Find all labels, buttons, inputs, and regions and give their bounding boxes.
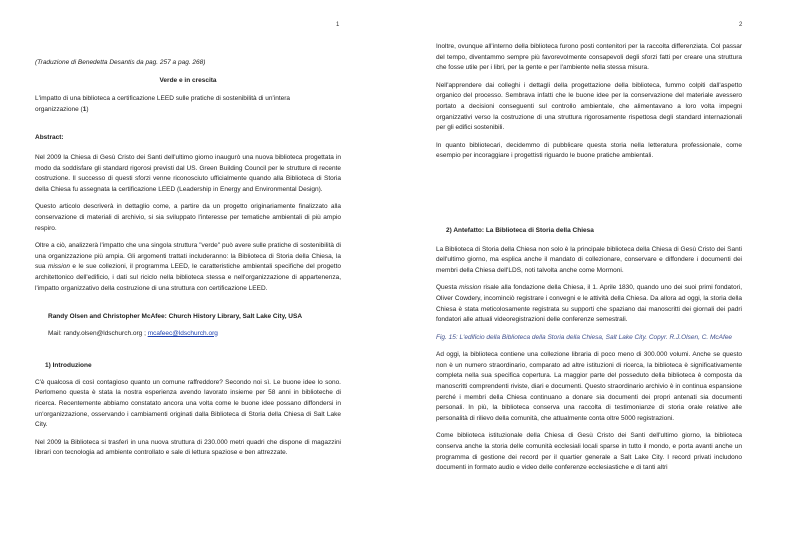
mail-label: Mail: randy.olsen@ldschurch.org ; (48, 329, 148, 337)
section-heading: 2) Antefatto: La Biblioteca di Storia della Chiesa (446, 226, 594, 234)
body-paragraph: Ad oggi, la biblioteca contiene una collezione libraria di poco meno di 300.000 volumi. Anche se questo non è un numero straordinario, comparato ad altre istituzioni di ricerca, la biblioteca è significativamente completa nella sua specifica copertura. La maggior parte del posseduto della biblioteca è composta da manoscritti comprendenti riviste, diari e documenti. Questo straordinario archivio è in continua espansione perché i membri della Chiesa continuano a donare sia documenti dei propri antenati sia documenti personali. In più, la biblioteca conserva una raccolta di testimonianze di storia orale relative alle personalità di rilievo della comunità, che attualmente conta oltre 5000 registrazioni. (436, 351, 742, 422)
page-2 (400, 0, 800, 534)
figure-caption: Fig. 15: L'edificio della Biblioteca della Storia della Chiesa, Salt Lake City. Copyr. R.J.Olsen, C. McAfee (436, 333, 733, 341)
article-title: Verde e in crescita (159, 76, 217, 84)
mission-term: mission (47, 263, 70, 271)
body-paragraph: Inoltre, ovunque all'interno della biblioteca furono posti contenitori per la raccolta differenziata. Col passar del tempo, diventammo sempre più favorevolmente consapevoli degli sforzi fatti per creare una struttura che fosse utile per i libri, per la gente e per l'ambiente nella stessa misura. (436, 43, 742, 72)
body-paragraph: Come biblioteca istituzionale della Chiesa di Gesù Cristo dei Santi dell'ultimo giorno, la biblioteca conserva anche la storia delle comunità ecclesiali locali sparse in tutto il mondo, e porta avanti anche un programma di gestione dei record per il quartier generale a Salt Lake City. I record privati includono documenti in formato audio e video delle conferenze ecclesiastiche e di tanti altri (436, 432, 742, 472)
abstract-heading: Abstract: (35, 134, 64, 142)
abstract-paragraph: Questo articolo descriverà in dettaglio come, a partire da un progetto originariamente finalizzato alla conservazione di materiali di archivio, si sia sviluppato l'interesse per tematiche ambientali di più ampio respiro. (35, 203, 341, 232)
body-paragraph: Questa mission risale alla fondazione della Chiesa, il 1. Aprile 1830, quando uno dei suoi primi fondatori, Oliver Cowdery, incominciò registrare i convegni e le attività della Chiesa. Da allora ad oggi, la storia della Chiesa è stata meticolosamente registrata su supporti che spaziano dai manoscritti dei giornali dei padri fondatori alle attuali videoregistrazioni delle conferenze semestrali. (436, 284, 743, 324)
footnote-ref[interactable]: 1 (82, 105, 87, 113)
body-paragraph: Nell'apprendere dai colleghi i dettagli della progettazione della biblioteca, fummo colpiti dall'aspetto organico del processo. Sembrava infatti che le buone idee per la conservazione del materiale avessero portato a decisioni conseguenti sul controllo ambientale, che alimentavano a loro volta impegni organizzativi verso la costruzione di una struttura rigorosamente rispettosa degli standard internazionali per gli edifici sostenibili. (436, 81, 742, 132)
abstract-paragraph: Nel 2009 la Chiesa di Gesù Cristo dei Santi dell'ultimo giorno inaugurò una nuova biblioteca progettata in modo da soddisfare gli standard rigorosi previsti dal US. Green Building Council per le strutture di recente costruzione. Il successo di questi sforzi venne riconosciuto ufficialmente quando alla Biblioteca di Storia della Chiesa fu assegnata la certificazione LEED (Leadership in Energy and Environmental Design). (35, 153, 341, 193)
page-number: 1 (336, 22, 340, 28)
body-paragraph: La Biblioteca di Storia della Chiesa non solo è la principale biblioteca della Chiesa di Gesù Cristo dei Santi dell'ultimo giorno, ma esplica anche il mandato di collezionare, conservare e diffondere i documenti dei membri della Chiesa dell'LDS, noti talvolta anche come Mormoni. (436, 245, 742, 274)
translation-note: (Traduzione di Benedetta Desantis da pag. 257 a pag. 268) (35, 59, 206, 66)
authors-line: Randy Olsen and Christopher McAfee: Church History Library, Salt Lake City, USA (48, 313, 303, 321)
page-2-body (436, 42, 742, 481)
page-number: 2 (739, 22, 743, 28)
subtitle-line-1: L'impatto di una biblioteca a certificazione LEED sulle pratiche di sostenibilità di un'intera (35, 95, 291, 103)
article-subtitle (35, 94, 341, 115)
mail-line (35, 329, 341, 340)
section-heading: 1) Introduzione (45, 362, 92, 370)
email-link[interactable]: mcafeec@ldschurch.org (147, 329, 218, 337)
intro-paragraph: C'è qualcosa di così contagioso quanto un comune raffreddore? Secondo noi sì. Le buone idee lo sono. Perlomeno questa è stata la nostra esperienza avendo lavorato insieme per 58 anni in biblioteche di ricerca. Recentemente abbiamo constatato ancora una volta come le buone idee possano diffondersi in un'organizzazione, osservando i cambiamenti originati dalla Biblioteca di Storia della Chiesa di Salt Lake City. (35, 378, 341, 429)
body-paragraph: In quanto bibliotecari, decidemmo di pubblicare questa storia nella letteratura professionale, come esempio per incoraggiare i progettisti riguardo le buone pratiche ambientali. (436, 141, 742, 160)
subtitle-line-2a: organizzazione ( (35, 105, 83, 113)
subtitle-line-2b: ) (86, 105, 89, 113)
page-1-body (35, 58, 341, 466)
abstract-paragraph: Oltre a ciò, analizzerà l'impatto che una singola struttura "verde" può avere sulle pratiche di sostenibilità di una organizzazione più ampia. Gli argomenti trattati includeranno: la Biblioteca di Storia della Chiesa, la sua mission e le sue collezioni, il programma LEED, le caratteristiche ambientali specifiche del progetto architettonico dell'edificio, i dati sul riciclo nella biblioteca stessa e nell'organizzazione di appartenenza, l'impatto organizzativo della costruzione di una struttura con certificazione LEED. (35, 242, 341, 292)
intro-paragraph: Nel 2009 la Biblioteca si trasferì in una nuova struttura di 230.000 metri quadri che dispone di magazzini librari con tecnologia ad ambiente controllato e sale di lettura spaziose e ben attrezzate. (35, 438, 341, 457)
mission-term: mission (459, 284, 482, 292)
